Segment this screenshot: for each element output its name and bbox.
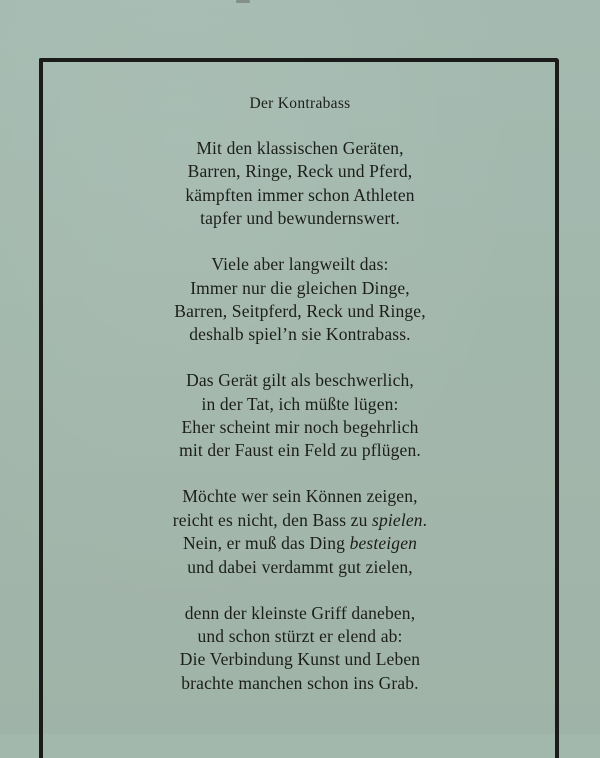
- line-text: brachte manchen schon ins Grab.: [181, 672, 419, 693]
- line-text: Nein, er muß das Ding: [182, 533, 350, 554]
- line-text: Barren, Seitpferd, Reck und Ringe,: [174, 300, 426, 321]
- line-text: in der Tat, ich müßte lügen:: [201, 393, 399, 414]
- line-text: Viele aber langweilt das:: [211, 254, 389, 275]
- poem-line: [40, 485, 560, 508]
- poem-line: [40, 300, 560, 323]
- poem-line: [40, 323, 560, 346]
- line-text: denn der kleinste Griff daneben,: [184, 602, 416, 623]
- poem-line: [40, 648, 560, 671]
- poem-line: [40, 556, 560, 579]
- poem-line: [40, 532, 560, 555]
- line-text: Das Gerät gilt als beschwerlich,: [186, 370, 414, 391]
- line-text: Eher scheint mir noch begehrlich: [181, 417, 419, 438]
- poem-line: [40, 625, 560, 648]
- line-text: Möchte wer sein Können zeigen,: [182, 486, 418, 507]
- poem-line: [40, 672, 560, 695]
- poem-line: [40, 160, 560, 183]
- stanza-5: [40, 602, 560, 696]
- line-text: reicht es nicht, den Bass zu: [172, 509, 373, 530]
- stanza-1: [40, 137, 560, 231]
- poem-line: [40, 277, 560, 300]
- poem-title: Der Kontrabass: [249, 95, 351, 112]
- poem-line: [40, 137, 560, 160]
- poem-line: [40, 602, 560, 625]
- emphasized-word: besteigen: [349, 533, 418, 554]
- poem-line: [40, 393, 560, 416]
- poem-line: [40, 509, 560, 532]
- stanza-3: [40, 369, 560, 463]
- poem-line: [40, 369, 560, 392]
- poem-line: [40, 184, 560, 207]
- line-text: deshalb spiel’n sie Kontrabass.: [189, 324, 411, 345]
- line-text: kämpften immer schon Athleten: [185, 184, 415, 205]
- poem-line: [40, 416, 560, 439]
- line-text: Immer nur die gleichen Dinge,: [190, 277, 410, 298]
- poem: [40, 92, 560, 718]
- stanza-4: [40, 485, 560, 579]
- line-text: mit der Faust ein Feld zu pflügen.: [179, 440, 421, 461]
- line-text: und schon stürzt er elend ab:: [197, 625, 403, 646]
- line-text: und dabei verdammt gut zielen,: [187, 556, 413, 577]
- print-mark: [236, 0, 250, 3]
- line-text: Die Verbindung Kunst und Leben: [179, 649, 421, 670]
- emphasized-word: spielen: [372, 509, 423, 530]
- poem-line: [40, 439, 560, 462]
- line-text: Barren, Ringe, Reck und Pferd,: [187, 161, 413, 182]
- poem-line: [40, 253, 560, 276]
- line-text: tapfer und bewundernswert.: [200, 208, 400, 229]
- line-text: Mit den klassischen Geräten,: [196, 138, 404, 158]
- stanza-2: [40, 253, 560, 347]
- line-text: .: [422, 509, 428, 530]
- poem-line: [40, 207, 560, 230]
- poem-stanzas: [40, 137, 560, 695]
